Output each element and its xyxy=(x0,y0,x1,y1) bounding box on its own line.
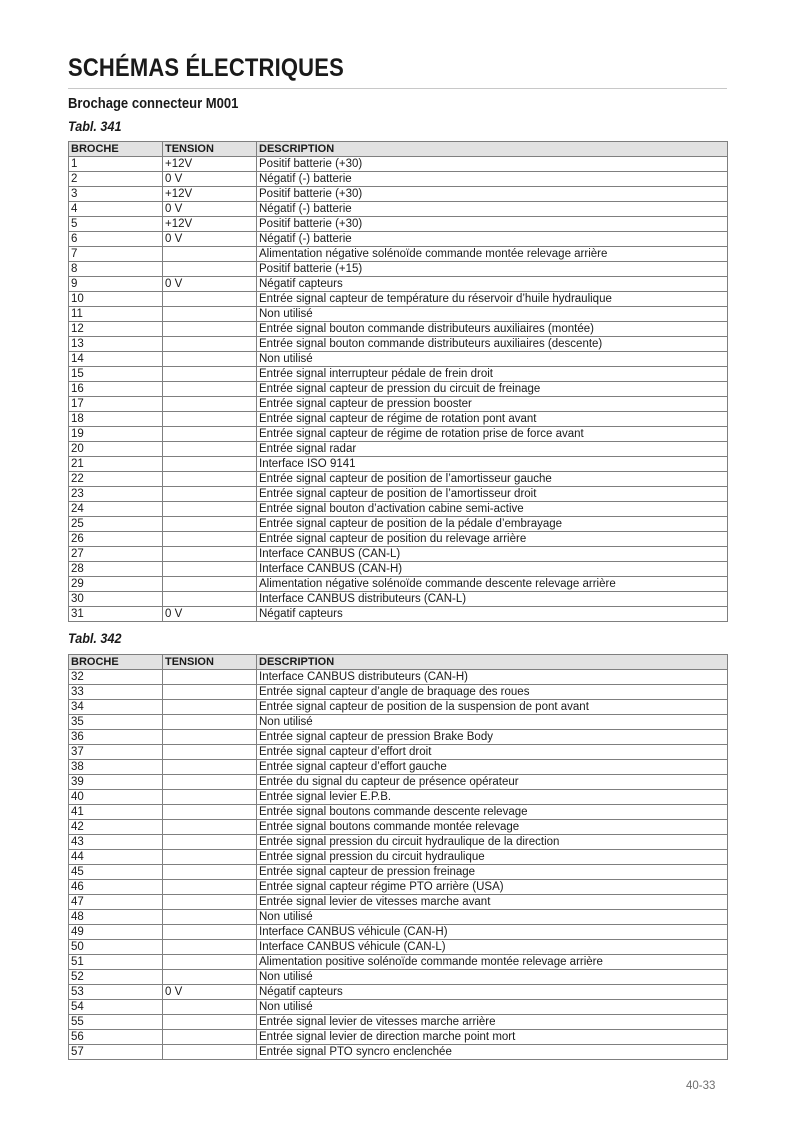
cell-tension xyxy=(163,1000,257,1015)
cell-description: Alimentation négative solénoïde commande descente relevage arrière xyxy=(257,577,728,592)
cell-tension xyxy=(163,700,257,715)
cell-tension: 0 V xyxy=(163,985,257,1000)
cell-broche: 49 xyxy=(69,925,163,940)
table-row xyxy=(69,820,728,835)
table-row xyxy=(69,685,728,700)
cell-tension xyxy=(163,592,257,607)
table-row xyxy=(69,1030,728,1045)
column-header-tension: TENSION xyxy=(163,655,257,670)
cell-description: Négatif (-) batterie xyxy=(257,202,728,217)
table-row xyxy=(69,517,728,532)
cell-tension xyxy=(163,925,257,940)
column-header-description: DESCRIPTION xyxy=(257,655,728,670)
cell-broche: 5 xyxy=(69,217,163,232)
cell-description: Entrée signal pression du circuit hydraulique xyxy=(257,850,728,865)
table-row xyxy=(69,337,728,352)
cell-tension xyxy=(163,487,257,502)
cell-tension xyxy=(163,322,257,337)
table-row xyxy=(69,202,728,217)
cell-description: Entrée signal bouton commande distributeurs auxiliaires (descente) xyxy=(257,337,728,352)
cell-tension xyxy=(163,472,257,487)
cell-description: Interface ISO 9141 xyxy=(257,457,728,472)
cell-broche: 54 xyxy=(69,1000,163,1015)
cell-broche: 11 xyxy=(69,307,163,322)
cell-description: Entrée signal capteur d’effort gauche xyxy=(257,760,728,775)
cell-description: Entrée signal capteur de régime de rotation prise de force avant xyxy=(257,427,728,442)
table-row xyxy=(69,352,728,367)
table-label: Tabl. 342 xyxy=(68,630,122,646)
cell-broche: 51 xyxy=(69,955,163,970)
cell-tension xyxy=(163,940,257,955)
cell-tension xyxy=(163,685,257,700)
cell-broche: 14 xyxy=(69,352,163,367)
cell-broche: 42 xyxy=(69,820,163,835)
cell-tension xyxy=(163,910,257,925)
cell-broche: 4 xyxy=(69,202,163,217)
cell-description: Entrée signal capteur d’angle de braquage des roues xyxy=(257,685,728,700)
cell-description: Entrée signal capteur de régime de rotation pont avant xyxy=(257,412,728,427)
table-row xyxy=(69,562,728,577)
cell-broche: 36 xyxy=(69,730,163,745)
table-row xyxy=(69,910,728,925)
table-row xyxy=(69,955,728,970)
cell-tension xyxy=(163,412,257,427)
table-row xyxy=(69,880,728,895)
cell-broche: 18 xyxy=(69,412,163,427)
cell-tension: 0 V xyxy=(163,202,257,217)
table-row xyxy=(69,292,728,307)
cell-description: Interface CANBUS véhicule (CAN-L) xyxy=(257,940,728,955)
cell-broche: 45 xyxy=(69,865,163,880)
table-row xyxy=(69,745,728,760)
cell-broche: 9 xyxy=(69,277,163,292)
cell-broche: 23 xyxy=(69,487,163,502)
cell-tension xyxy=(163,880,257,895)
table-label: Tabl. 341 xyxy=(68,118,122,134)
cell-description: Interface CANBUS distributeurs (CAN-L) xyxy=(257,592,728,607)
cell-tension: 0 V xyxy=(163,232,257,247)
cell-description: Entrée signal bouton d’activation cabine semi-active xyxy=(257,502,728,517)
cell-broche: 1 xyxy=(69,157,163,172)
cell-broche: 39 xyxy=(69,775,163,790)
cell-tension xyxy=(163,382,257,397)
cell-tension xyxy=(163,1030,257,1045)
column-header-broche: BROCHE xyxy=(69,655,163,670)
cell-tension: +12V xyxy=(163,217,257,232)
table-row xyxy=(69,547,728,562)
cell-broche: 13 xyxy=(69,337,163,352)
cell-tension xyxy=(163,502,257,517)
table-row xyxy=(69,427,728,442)
cell-broche: 48 xyxy=(69,910,163,925)
cell-tension xyxy=(163,247,257,262)
cell-broche: 55 xyxy=(69,1015,163,1030)
cell-broche: 20 xyxy=(69,442,163,457)
cell-broche: 43 xyxy=(69,835,163,850)
cell-description: Positif batterie (+15) xyxy=(257,262,728,277)
cell-tension xyxy=(163,1015,257,1030)
cell-tension xyxy=(163,337,257,352)
cell-description: Négatif (-) batterie xyxy=(257,232,728,247)
cell-description: Non utilisé xyxy=(257,715,728,730)
cell-tension xyxy=(163,745,257,760)
cell-description: Négatif capteurs xyxy=(257,607,728,622)
table-row xyxy=(69,367,728,382)
table-row xyxy=(69,700,728,715)
table-row xyxy=(69,760,728,775)
cell-broche: 37 xyxy=(69,745,163,760)
cell-description: Entrée signal capteur régime PTO arrière (USA) xyxy=(257,880,728,895)
cell-tension xyxy=(163,790,257,805)
cell-tension xyxy=(163,865,257,880)
cell-tension xyxy=(163,820,257,835)
table-row xyxy=(69,850,728,865)
cell-broche: 24 xyxy=(69,502,163,517)
cell-tension xyxy=(163,955,257,970)
cell-broche: 35 xyxy=(69,715,163,730)
cell-broche: 27 xyxy=(69,547,163,562)
table-row xyxy=(69,985,728,1000)
cell-broche: 29 xyxy=(69,577,163,592)
cell-description: Entrée signal capteur de position de la pédale d’embrayage xyxy=(257,517,728,532)
table-row xyxy=(69,865,728,880)
cell-broche: 6 xyxy=(69,232,163,247)
cell-broche: 8 xyxy=(69,262,163,277)
cell-broche: 16 xyxy=(69,382,163,397)
cell-tension xyxy=(163,457,257,472)
cell-description: Entrée signal bouton commande distributeurs auxiliaires (montée) xyxy=(257,322,728,337)
table-row xyxy=(69,1015,728,1030)
cell-tension xyxy=(163,1045,257,1060)
cell-description: Entrée signal levier de direction marche point mort xyxy=(257,1030,728,1045)
cell-description: Non utilisé xyxy=(257,307,728,322)
cell-broche: 22 xyxy=(69,472,163,487)
cell-broche: 31 xyxy=(69,607,163,622)
title-divider xyxy=(68,88,727,89)
cell-description: Alimentation positive solénoïde commande montée relevage arrière xyxy=(257,955,728,970)
cell-description: Entrée signal capteur de position du relevage arrière xyxy=(257,532,728,547)
cell-description: Entrée du signal du capteur de présence opérateur xyxy=(257,775,728,790)
table-row xyxy=(69,457,728,472)
table-row xyxy=(69,382,728,397)
cell-tension xyxy=(163,760,257,775)
table-row xyxy=(69,715,728,730)
table-row xyxy=(69,277,728,292)
cell-description: Entrée signal capteur de position de la suspension de pont avant xyxy=(257,700,728,715)
cell-description: Négatif capteurs xyxy=(257,985,728,1000)
cell-tension xyxy=(163,397,257,412)
cell-description: Entrée signal boutons commande descente relevage xyxy=(257,805,728,820)
table-row xyxy=(69,940,728,955)
table-row xyxy=(69,970,728,985)
table-row xyxy=(69,247,728,262)
cell-description: Entrée signal capteur de température du réservoir d’huile hydraulique xyxy=(257,292,728,307)
cell-broche: 10 xyxy=(69,292,163,307)
cell-broche: 19 xyxy=(69,427,163,442)
cell-tension xyxy=(163,970,257,985)
cell-description: Entrée signal interrupteur pédale de frein droit xyxy=(257,367,728,382)
table-row xyxy=(69,577,728,592)
cell-description: Positif batterie (+30) xyxy=(257,187,728,202)
cell-description: Interface CANBUS véhicule (CAN-H) xyxy=(257,925,728,940)
cell-tension xyxy=(163,532,257,547)
cell-description: Non utilisé xyxy=(257,970,728,985)
cell-broche: 40 xyxy=(69,790,163,805)
cell-tension: 0 V xyxy=(163,607,257,622)
column-header-tension: TENSION xyxy=(163,142,257,157)
table-row xyxy=(69,1000,728,1015)
table-row xyxy=(69,472,728,487)
pinout-table xyxy=(68,654,728,1060)
table-row xyxy=(69,790,728,805)
cell-description: Entrée signal capteur de pression freinage xyxy=(257,865,728,880)
pinout-table xyxy=(68,141,728,622)
cell-tension xyxy=(163,850,257,865)
cell-tension xyxy=(163,730,257,745)
table-row xyxy=(69,895,728,910)
table-row xyxy=(69,487,728,502)
cell-description: Non utilisé xyxy=(257,910,728,925)
cell-broche: 12 xyxy=(69,322,163,337)
cell-description: Entrée signal capteur de pression du circuit de freinage xyxy=(257,382,728,397)
table-row xyxy=(69,307,728,322)
cell-broche: 30 xyxy=(69,592,163,607)
table-row xyxy=(69,262,728,277)
cell-tension xyxy=(163,547,257,562)
cell-tension xyxy=(163,427,257,442)
cell-tension xyxy=(163,517,257,532)
cell-tension xyxy=(163,670,257,685)
cell-broche: 33 xyxy=(69,685,163,700)
cell-broche: 47 xyxy=(69,895,163,910)
cell-description: Positif batterie (+30) xyxy=(257,157,728,172)
table-row xyxy=(69,730,728,745)
cell-tension: +12V xyxy=(163,187,257,202)
cell-broche: 28 xyxy=(69,562,163,577)
table-row xyxy=(69,217,728,232)
column-header-description: DESCRIPTION xyxy=(257,142,728,157)
cell-tension xyxy=(163,895,257,910)
table-row xyxy=(69,925,728,940)
table-row xyxy=(69,397,728,412)
cell-description: Entrée signal pression du circuit hydraulique de la direction xyxy=(257,835,728,850)
cell-description: Entrée signal levier de vitesses marche avant xyxy=(257,895,728,910)
table-row xyxy=(69,232,728,247)
cell-broche: 57 xyxy=(69,1045,163,1060)
table-row xyxy=(69,442,728,457)
cell-tension xyxy=(163,805,257,820)
cell-description: Alimentation négative solénoïde commande montée relevage arrière xyxy=(257,247,728,262)
cell-tension xyxy=(163,307,257,322)
cell-broche: 7 xyxy=(69,247,163,262)
cell-description: Entrée signal capteur d’effort droit xyxy=(257,745,728,760)
cell-tension xyxy=(163,715,257,730)
table-row xyxy=(69,592,728,607)
cell-description: Positif batterie (+30) xyxy=(257,217,728,232)
cell-broche: 3 xyxy=(69,187,163,202)
cell-tension xyxy=(163,367,257,382)
cell-broche: 2 xyxy=(69,172,163,187)
table-row xyxy=(69,607,728,622)
table-row xyxy=(69,502,728,517)
cell-description: Entrée signal capteur de pression booster xyxy=(257,397,728,412)
cell-broche: 26 xyxy=(69,532,163,547)
cell-tension xyxy=(163,442,257,457)
cell-tension: 0 V xyxy=(163,172,257,187)
cell-broche: 50 xyxy=(69,940,163,955)
page-title: SCHÉMAS ÉLECTRIQUES xyxy=(68,54,344,82)
cell-broche: 46 xyxy=(69,880,163,895)
cell-description: Entrée signal capteur de position de l’amortisseur droit xyxy=(257,487,728,502)
section-title: Brochage connecteur M001 xyxy=(68,96,239,112)
cell-broche: 32 xyxy=(69,670,163,685)
page-number: 40-33 xyxy=(686,1080,716,1092)
cell-broche: 53 xyxy=(69,985,163,1000)
table-row xyxy=(69,412,728,427)
cell-tension xyxy=(163,292,257,307)
cell-description: Entrée signal boutons commande montée relevage xyxy=(257,820,728,835)
cell-description: Interface CANBUS (CAN-H) xyxy=(257,562,728,577)
table-row xyxy=(69,157,728,172)
table-row xyxy=(69,172,728,187)
cell-description: Interface CANBUS (CAN-L) xyxy=(257,547,728,562)
table-row xyxy=(69,670,728,685)
column-header-broche: BROCHE xyxy=(69,142,163,157)
cell-tension xyxy=(163,262,257,277)
cell-tension xyxy=(163,562,257,577)
cell-broche: 52 xyxy=(69,970,163,985)
cell-tension xyxy=(163,775,257,790)
cell-broche: 34 xyxy=(69,700,163,715)
cell-tension: +12V xyxy=(163,157,257,172)
cell-tension xyxy=(163,577,257,592)
cell-description: Entrée signal levier E.P.B. xyxy=(257,790,728,805)
cell-tension xyxy=(163,835,257,850)
table-row xyxy=(69,775,728,790)
cell-broche: 56 xyxy=(69,1030,163,1045)
cell-broche: 17 xyxy=(69,397,163,412)
cell-tension xyxy=(163,352,257,367)
cell-description: Entrée signal capteur de pression Brake Body xyxy=(257,730,728,745)
cell-description: Entrée signal PTO syncro enclenchée xyxy=(257,1045,728,1060)
table-row xyxy=(69,1045,728,1060)
cell-description: Interface CANBUS distributeurs (CAN-H) xyxy=(257,670,728,685)
table-row xyxy=(69,322,728,337)
cell-broche: 44 xyxy=(69,850,163,865)
cell-broche: 15 xyxy=(69,367,163,382)
cell-description: Non utilisé xyxy=(257,352,728,367)
table-header-row xyxy=(69,655,728,670)
cell-broche: 25 xyxy=(69,517,163,532)
cell-tension: 0 V xyxy=(163,277,257,292)
table-row xyxy=(69,835,728,850)
cell-description: Entrée signal levier de vitesses marche arrière xyxy=(257,1015,728,1030)
cell-broche: 21 xyxy=(69,457,163,472)
cell-description: Négatif (-) batterie xyxy=(257,172,728,187)
table-header-row xyxy=(69,142,728,157)
table-row xyxy=(69,805,728,820)
cell-broche: 38 xyxy=(69,760,163,775)
cell-description: Entrée signal capteur de position de l’amortisseur gauche xyxy=(257,472,728,487)
cell-description: Négatif capteurs xyxy=(257,277,728,292)
table-row xyxy=(69,187,728,202)
cell-description: Non utilisé xyxy=(257,1000,728,1015)
cell-broche: 41 xyxy=(69,805,163,820)
cell-description: Entrée signal radar xyxy=(257,442,728,457)
table-row xyxy=(69,532,728,547)
